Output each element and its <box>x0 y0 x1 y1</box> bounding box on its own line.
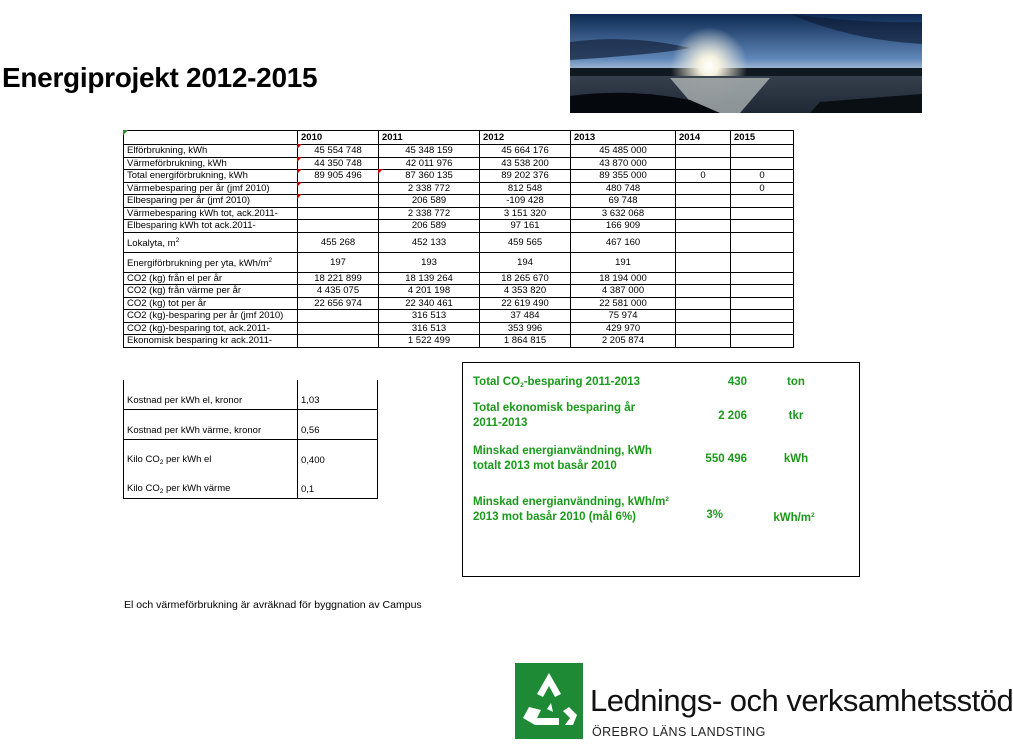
table-cell <box>676 182 731 195</box>
summary-unit: kWh <box>783 453 809 465</box>
table-cell: 0 <box>731 182 794 195</box>
row-label <box>124 252 298 272</box>
summary-unit: tkr <box>788 410 804 422</box>
table-cell <box>731 220 794 233</box>
table-cell: 459 565 <box>480 232 571 252</box>
table-row <box>124 220 794 233</box>
table-cell: 45 554 748 <box>298 145 379 158</box>
row-label-text: Energiförbrukning per yta, kWh/m <box>127 258 269 269</box>
table-cell: 4 353 820 <box>480 285 571 298</box>
table-cell: 89 202 376 <box>480 170 571 183</box>
table-cell <box>676 335 731 348</box>
table-row <box>124 182 794 195</box>
column-header: 2011 <box>379 131 480 145</box>
row-label-text: Elförbrukning, kWh <box>127 145 208 157</box>
table-cell: 45 664 176 <box>480 145 571 158</box>
row-label-text: Lokalyta, m <box>127 238 176 249</box>
table-cell: 37 484 <box>480 310 571 323</box>
table-cell: 206 589 <box>379 220 480 233</box>
table-cell: 480 748 <box>571 182 676 195</box>
cost-label-post: per kWh värme <box>163 483 231 494</box>
table-cell <box>731 322 794 335</box>
table-cell <box>731 145 794 158</box>
table-cell <box>676 297 731 310</box>
cost-row <box>124 410 378 440</box>
cost-label-pre: Kilo CO <box>127 483 160 494</box>
table-cell <box>731 195 794 208</box>
row-label <box>124 145 298 158</box>
table-cell <box>298 207 379 220</box>
table-cell <box>676 220 731 233</box>
table-cell <box>298 322 379 335</box>
row-label <box>124 297 298 310</box>
table-cell: 75 974 <box>571 310 676 323</box>
row-label <box>124 232 298 252</box>
summary-label: Total ekonomisk besparing år 2011-2013 <box>473 402 636 429</box>
table-cell: 166 909 <box>571 220 676 233</box>
table-row <box>124 157 794 170</box>
table-cell: 455 268 <box>298 232 379 252</box>
summary-label-sub: 2 <box>520 382 524 389</box>
cost-factors-table <box>123 380 378 499</box>
table-cell <box>298 182 379 195</box>
summary-label <box>473 492 669 525</box>
table-cell <box>298 195 379 208</box>
row-label <box>124 272 298 285</box>
cost-row <box>124 440 378 470</box>
table-cell <box>676 207 731 220</box>
cost-row <box>124 380 378 410</box>
table-cell <box>731 272 794 285</box>
row-label <box>124 207 298 220</box>
logo-subtitle: ÖREBRO LÄNS LANDSTING <box>592 725 766 739</box>
table-cell: 87 360 135 <box>379 170 480 183</box>
column-header: 2014 <box>676 131 731 145</box>
table-cell: 22 619 490 <box>480 297 571 310</box>
table-cell: 4 201 198 <box>379 285 480 298</box>
summary-value: 550 496 <box>705 453 747 465</box>
table-cell: 42 011 976 <box>379 157 480 170</box>
row-label-text: CO2 (kg) tot per år <box>127 297 207 309</box>
table-row <box>124 145 794 158</box>
cost-label: Kostnad per kWh el, kronor <box>124 380 298 410</box>
cost-label-post: per kWh el <box>163 454 212 465</box>
table-cell: -109 428 <box>480 195 571 208</box>
cost-value: 1,03 <box>298 380 378 410</box>
summary-label: Minskad energianvändning, kWh totalt 2013 mot basår 2010 <box>473 445 652 472</box>
table-row <box>124 170 794 183</box>
column-header: 2015 <box>731 131 794 145</box>
table-cell: 0 <box>731 170 794 183</box>
cost-value: 0,56 <box>298 410 378 440</box>
sunset-lake-photo <box>570 14 922 113</box>
table-cell: 4 435 075 <box>298 285 379 298</box>
row-label-text: Värmebesparing kWh tot, ack.2011- <box>127 207 278 219</box>
table-cell: 69 748 <box>571 195 676 208</box>
table-cell: 45 348 159 <box>379 145 480 158</box>
table-cell <box>676 232 731 252</box>
table-cell: 812 548 <box>480 182 571 195</box>
summary-value: 430 <box>727 376 747 388</box>
table-cell: 22 581 000 <box>571 297 676 310</box>
row-label-sup: 2 <box>175 237 180 244</box>
table-cell: 452 133 <box>379 232 480 252</box>
table-cell: 0 <box>676 170 731 183</box>
table-cell: 2 338 772 <box>379 207 480 220</box>
table-cell: 194 <box>480 252 571 272</box>
table-cell: 316 513 <box>379 322 480 335</box>
row-label-text: Total energiförbrukning, kWh <box>127 170 248 182</box>
cost-value: 0,1 <box>298 469 378 499</box>
table-cell <box>731 157 794 170</box>
table-row <box>124 285 794 298</box>
table-cell: 316 513 <box>379 310 480 323</box>
logo-name: Lednings- och verksamhetsstöd <box>590 683 1013 718</box>
table-cell <box>676 145 731 158</box>
table-cell: 43 870 000 <box>571 157 676 170</box>
table-cell: 18 221 899 <box>298 272 379 285</box>
table-cell: 43 538 200 <box>480 157 571 170</box>
table-cell: 89 355 000 <box>571 170 676 183</box>
table-cell: 2 338 772 <box>379 182 480 195</box>
row-label <box>124 170 298 183</box>
cost-value: 0,400 <box>298 440 378 470</box>
row-label-text: Elbesparing per år (jmf 2010) <box>127 195 251 207</box>
table-cell: 206 589 <box>379 195 480 208</box>
table-cell: 3 632 068 <box>571 207 676 220</box>
row-label-text: Värmebesparing per år (jmf 2010) <box>127 182 270 194</box>
table-cell <box>676 195 731 208</box>
table-cell: 429 970 <box>571 322 676 335</box>
summary-unit-pre: kWh/m <box>773 512 812 524</box>
summary-label-pre: Minskad energianvändning, kWh/m <box>473 496 666 508</box>
cost-label <box>124 440 298 470</box>
summary-label-pre: Total CO <box>473 376 521 388</box>
table-cell <box>731 232 794 252</box>
table-cell <box>731 335 794 348</box>
row-label-text: Elbesparing kWh tot ack.2011- <box>127 220 256 232</box>
row-label <box>124 182 298 195</box>
row-label-text: Ekonomisk besparing kr ack.2011- <box>127 335 273 347</box>
cost-label-sub: 2 <box>159 488 164 495</box>
table-row <box>124 252 794 272</box>
summary-label-sup: 2 <box>665 496 669 503</box>
table-cell: 44 350 748 <box>298 157 379 170</box>
recycling-triangle-icon <box>515 663 583 739</box>
page-title: Energiprojekt 2012-2015 <box>2 62 318 93</box>
table-cell: 18 139 264 <box>379 272 480 285</box>
row-label <box>124 285 298 298</box>
summary-value: 3% <box>706 509 723 521</box>
row-label <box>124 322 298 335</box>
table-cell: 97 161 <box>480 220 571 233</box>
table-cell: 18 194 000 <box>571 272 676 285</box>
table-row <box>124 297 794 310</box>
table-cell: 467 160 <box>571 232 676 252</box>
table-cell: 193 <box>379 252 480 272</box>
table-cell <box>731 297 794 310</box>
table-row <box>124 232 794 252</box>
row-label-sup: 2 <box>268 257 273 264</box>
row-label-text: CO2 (kg)-besparing per år (jmf 2010) <box>127 310 284 322</box>
cost-label-pre: Kilo CO <box>127 454 160 465</box>
table-row <box>124 310 794 323</box>
table-cell <box>731 310 794 323</box>
table-header-row <box>124 131 794 145</box>
table-cell <box>731 207 794 220</box>
table-row <box>124 207 794 220</box>
table-cell: 3 151 320 <box>480 207 571 220</box>
table-row <box>124 322 794 335</box>
table-cell: 22 656 974 <box>298 297 379 310</box>
table-cell: 2 205 874 <box>571 335 676 348</box>
cost-label-sub: 2 <box>159 459 164 466</box>
row-label-text: CO2 (kg) från värme per år <box>127 285 242 297</box>
cost-row <box>124 469 378 499</box>
row-label <box>124 335 298 348</box>
table-cell: 353 996 <box>480 322 571 335</box>
table-cell: 191 <box>571 252 676 272</box>
table-cell <box>676 322 731 335</box>
table-cell <box>298 310 379 323</box>
summary-unit-sup: 2 <box>811 512 815 519</box>
column-header: 2013 <box>571 131 676 145</box>
table-cell: 89 905 496 <box>298 170 379 183</box>
cost-label <box>124 469 298 499</box>
column-header <box>124 131 298 145</box>
table-cell <box>676 252 731 272</box>
row-label <box>124 220 298 233</box>
table-row <box>124 335 794 348</box>
table-row <box>124 272 794 285</box>
table-cell <box>298 335 379 348</box>
table-row <box>124 195 794 208</box>
table-cell <box>676 157 731 170</box>
table-cell: 22 340 461 <box>379 297 480 310</box>
table-cell <box>676 310 731 323</box>
table-cell <box>731 252 794 272</box>
table-cell: 18 265 670 <box>480 272 571 285</box>
summary-unit <box>759 508 829 526</box>
row-label <box>124 195 298 208</box>
summary-value: 2 206 <box>718 410 747 422</box>
column-header: 2012 <box>480 131 571 145</box>
energy-data-table <box>123 130 794 348</box>
row-label-text: CO2 (kg) från el per år <box>127 272 223 284</box>
footnote: El och värmeförbrukning är avräknad för byggnation av Campus <box>124 599 422 611</box>
row-label <box>124 157 298 170</box>
summary-label-post: -besparing 2011-2013 <box>523 376 641 388</box>
table-cell <box>676 272 731 285</box>
table-cell: 4 387 000 <box>571 285 676 298</box>
table-cell <box>731 285 794 298</box>
table-cell <box>298 220 379 233</box>
table-cell <box>676 285 731 298</box>
row-label-text: Värmeförbrukning, kWh <box>127 157 227 169</box>
row-label-text: CO2 (kg)-besparing tot, ack.2011- <box>127 322 270 334</box>
table-cell: 1 864 815 <box>480 335 571 348</box>
row-label <box>124 310 298 323</box>
cost-label: Kostnad per kWh värme, kronor <box>124 410 298 440</box>
table-cell: 45 485 000 <box>571 145 676 158</box>
table-cell: 1 522 499 <box>379 335 480 348</box>
column-header: 2010 <box>298 131 379 145</box>
summary-label-post: 2013 mot basår 2010 (mål 6%) <box>473 511 637 523</box>
savings-summary-box <box>462 362 860 577</box>
summary-unit: ton <box>787 376 805 388</box>
table-cell: 197 <box>298 252 379 272</box>
